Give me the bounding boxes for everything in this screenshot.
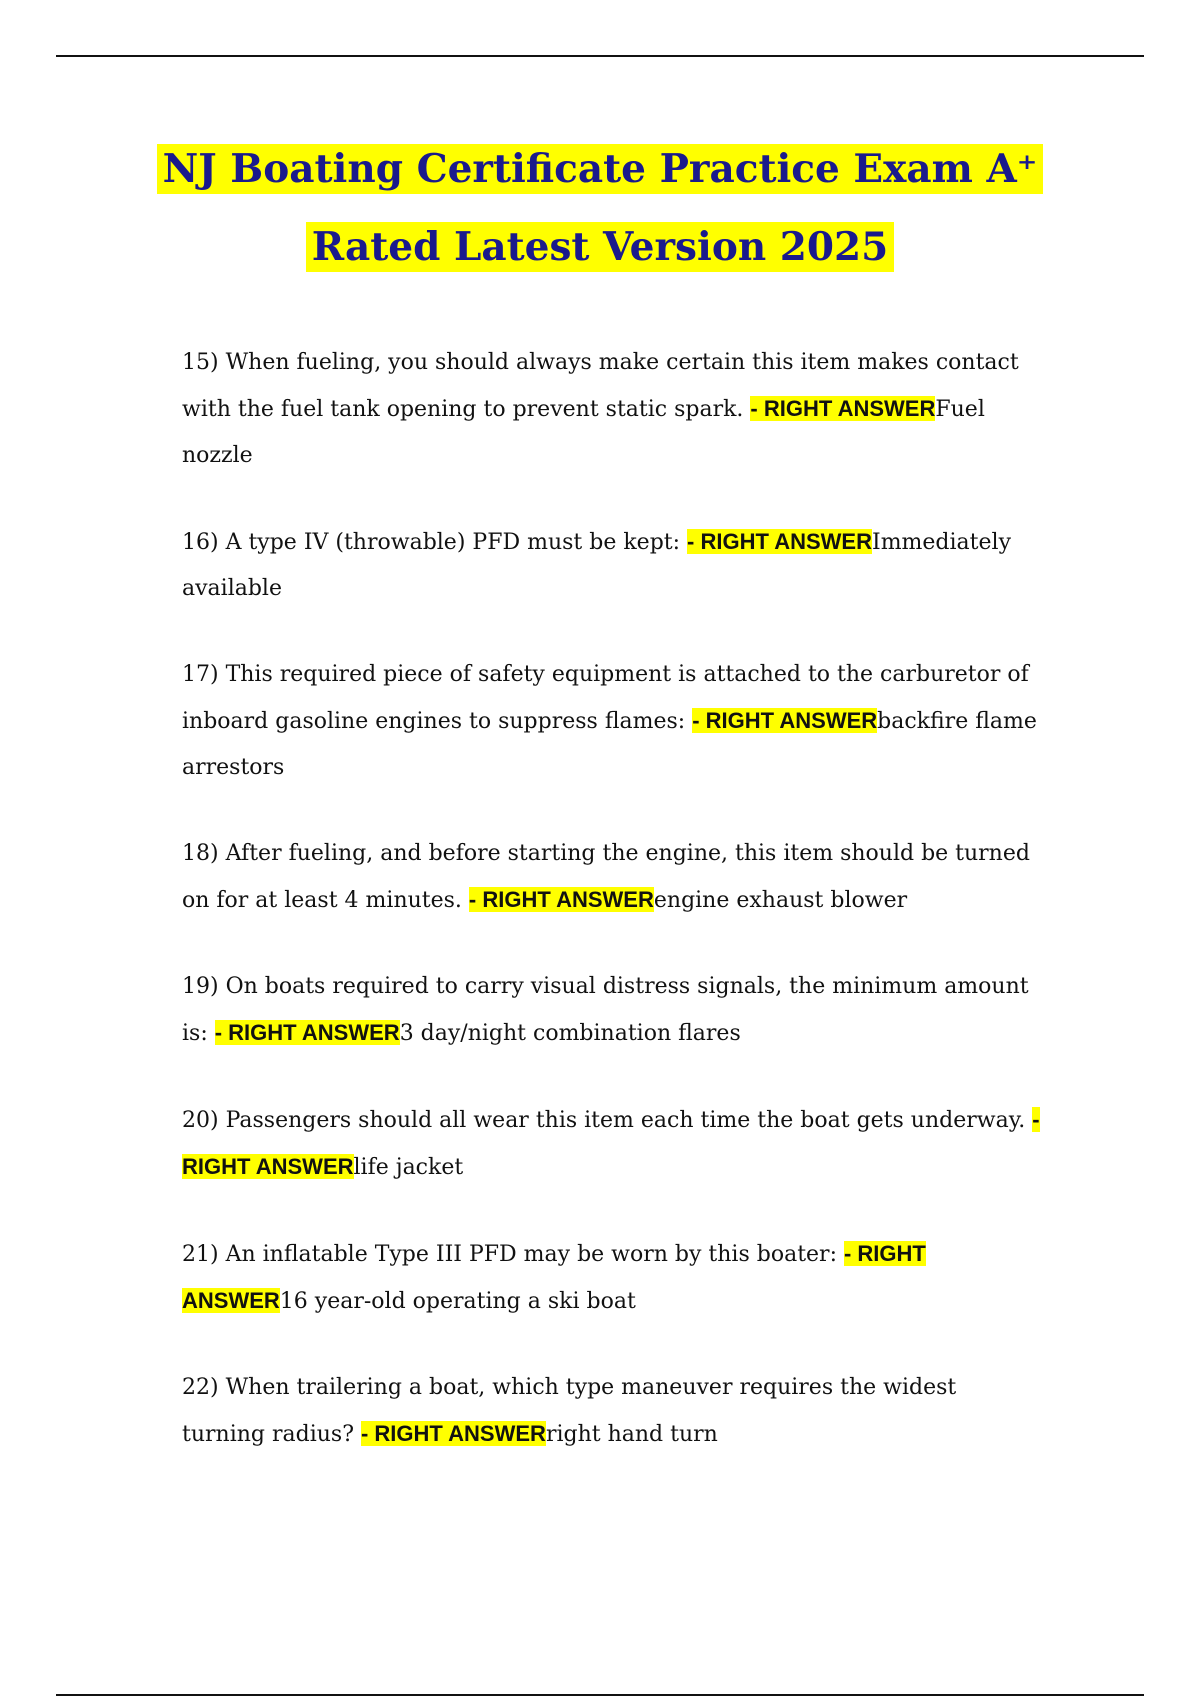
top-rule xyxy=(56,55,1144,57)
bottom-rule xyxy=(56,1694,1144,1696)
answer-text: 16 year-old operating a ski boat xyxy=(279,1289,636,1314)
question-text: 15) When fueling, you should always make certain this item makes contact with the fuel tank opening to prevent static spark. xyxy=(182,350,1019,422)
answer-text: engine exhaust blower xyxy=(653,888,908,913)
question-text: 16) A type IV (throwable) PFD must be kept: xyxy=(182,530,688,555)
right-answer-marker: - RIGHT ANSWER xyxy=(182,1107,1040,1179)
answer-text: 3 day/night combination flares xyxy=(399,1021,741,1046)
question-17 xyxy=(182,652,1042,791)
question-22 xyxy=(182,1365,1042,1458)
right-answer-marker: - RIGHT ANSWER xyxy=(182,1241,926,1313)
right-answer-marker: - RIGHT ANSWER xyxy=(692,708,878,733)
question-19 xyxy=(182,964,1042,1057)
answer-text: right hand turn xyxy=(545,1422,718,1447)
title-line-2 xyxy=(100,208,1100,286)
question-text: 20) Passengers should all wear this item each time the boat gets underway. xyxy=(182,1108,1033,1133)
right-answer-marker: - RIGHT ANSWER xyxy=(750,396,936,421)
right-answer-marker: - RIGHT ANSWER xyxy=(214,1020,400,1045)
answer-text: Immediately available xyxy=(182,530,1011,601)
answer-text: backfire flame arrestors xyxy=(182,709,1037,780)
question-21 xyxy=(182,1231,1042,1325)
right-answer-marker: - RIGHT ANSWER xyxy=(360,1421,546,1446)
question-text: 19) On boats required to carry visual distress signals, the minimum amount is: xyxy=(182,974,1029,1046)
title-line-1 xyxy=(100,130,1100,208)
question-18 xyxy=(182,831,1042,924)
question-20 xyxy=(182,1097,1042,1191)
title-line-1-text: NJ Boating Certificate Practice Exam A⁺ xyxy=(157,144,1044,194)
question-15 xyxy=(182,340,1042,479)
question-16 xyxy=(182,519,1042,612)
question-list xyxy=(182,340,1042,1458)
answer-text: Fuel nozzle xyxy=(182,397,985,468)
right-answer-marker: - RIGHT ANSWER xyxy=(687,529,872,554)
title-line-2-text: Rated Latest Version 2025 xyxy=(306,222,895,272)
right-answer-marker: - RIGHT ANSWER xyxy=(468,887,654,912)
question-text: 17) This required piece of safety equipment is attached to the carburetor of inboard gasoline engines to suppress flames: xyxy=(182,662,1029,734)
answer-text: life jacket xyxy=(353,1155,464,1180)
question-text: 18) After fueling, and before starting the engine, this item should be turned on for at least 4 minutes. xyxy=(182,841,1030,913)
document-title xyxy=(100,130,1100,286)
question-text: 21) An inflatable Type III PFD may be worn by this boater: xyxy=(182,1242,844,1267)
question-text: 22) When trailering a boat, which type maneuver requires the widest turning radius? xyxy=(182,1375,957,1447)
